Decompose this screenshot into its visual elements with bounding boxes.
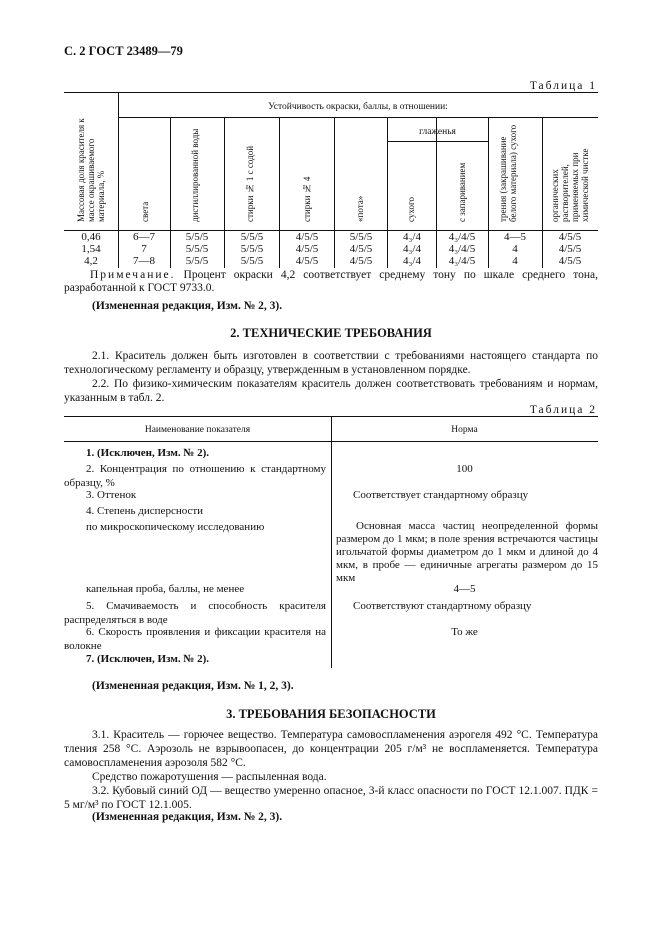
- table1-caption: Таблица 1: [529, 80, 597, 92]
- table1-head-col: стирки № 4: [302, 176, 312, 222]
- table1-cell: 5/5/5: [185, 255, 209, 267]
- table2-caption: Таблица 2: [529, 404, 597, 416]
- table2-row6-name: 6. Скорость проявления и фиксации красителя на волокне: [64, 626, 326, 652]
- table1-head-col: с запариванием: [457, 162, 467, 222]
- table1-cell: 4₃/4/5: [448, 231, 476, 243]
- table1-cell: 5/5/5: [349, 231, 373, 243]
- table1-cell: 4/5/5: [558, 243, 582, 255]
- table1-cell: 1,54: [81, 243, 101, 255]
- table1-head-col: трения (закрашивание белого материала) сухого: [498, 124, 518, 222]
- table1-group-title: Устойчивость окраски, баллы, в отношении:: [268, 102, 448, 112]
- table1-revision: (Измененная редакция, Изм. № 2, 3).: [92, 300, 283, 312]
- table1-head-col: дистиллированной воды: [190, 128, 200, 222]
- table1-cell: 5/5/5: [240, 231, 264, 243]
- table1-cell: 4/5/5: [349, 243, 373, 255]
- table1-cell: 4₃/4: [403, 243, 421, 255]
- table1-cell: 4₃/4: [403, 231, 421, 243]
- table1-cell: 4/5/5: [295, 255, 319, 267]
- table2-row4b-name: капельная проба, баллы, не менее: [86, 583, 245, 595]
- table1-cell: 7—8: [133, 255, 155, 267]
- section2-p1: 2.1. Краситель должен быть изготовлен в соответствии с требованиями настоящего стандарта по технологическому регламенту и образцу, утвержденным в установленном порядке.: [64, 350, 598, 376]
- table1-ironing-title: глаженья: [419, 127, 456, 137]
- table2-row4b-norm: 4—5: [453, 583, 476, 595]
- table1-cell: 4₃/4/5: [448, 255, 476, 267]
- section3-p3: 3.2. Кубовый синий ОД — вещество умеренно опасное, 3-й класс опасности по ГОСТ 12.1.007. ПДК = 5 мг/м³ по ГОСТ 12.1.005.: [64, 785, 598, 811]
- table2-head-norm: Норма: [451, 425, 478, 435]
- table1-cell: 4/5/5: [349, 255, 373, 267]
- note-text: Процент окраски 4,2 соответствует среднему тону по шкале среднего тона, разработанной к ГОСТ 9733.0.: [64, 269, 598, 294]
- table1-head-col: «пота»: [355, 195, 365, 222]
- table1-head-col: сухого: [406, 196, 416, 222]
- table1-cell: 4/5/5: [558, 255, 582, 267]
- table2-head-name: Наименование показателя: [144, 425, 251, 435]
- table2-row2-name: 2. Концентрация по отношению к стандартному образцу, %: [64, 463, 326, 489]
- table2-row2-norm: 100: [456, 463, 473, 475]
- table1-cell: 5/5/5: [185, 243, 209, 255]
- section3-p1: 3.1. Краситель — горючее вещество. Температура самовоспламенения аэрогеля 492 °С. Температура тления 258 °С. Аэрозоль не взрывоопасен, до концентрации 205 г/м³ не воспламеняется. Температура самовоспламенения аэрозоля 582 °С.: [64, 729, 598, 769]
- table1-cell: 4—5: [504, 231, 526, 243]
- table2-row7: 7. (Исключен, Изм. № 2).: [86, 653, 210, 665]
- table1-cell: 4/5/5: [295, 231, 319, 243]
- table1-cell: 4₃/4/5: [448, 243, 476, 255]
- table1-cell: 5/5/5: [240, 243, 264, 255]
- table2-row4-name: 4. Степень дисперсности: [86, 505, 204, 517]
- table2-row3-name: 3. Оттенок: [86, 489, 137, 501]
- table1-cell: 5/5/5: [185, 231, 209, 243]
- table1-cell: 4: [512, 255, 518, 267]
- table2-row3-norm: Соответствует стандартному образцу: [353, 489, 529, 501]
- table1-cell: 4: [512, 243, 518, 255]
- table2-row5-name: 5. Смачиваемость и способность красителя распределяться в воде: [64, 600, 326, 626]
- section3-title: 3. ТРЕБОВАНИЯ БЕЗОПАСНОСТИ: [226, 707, 436, 721]
- table1-cell: 4₃/4: [403, 255, 421, 267]
- table1-cell: 4/5/5: [295, 243, 319, 255]
- table2-row4a-name: по микроскопическому исследованию: [86, 521, 265, 533]
- table1-cell: 0,46: [81, 231, 101, 243]
- table2-revision: (Измененная редакция, Изм. № 1, 2, 3).: [92, 680, 294, 692]
- table2-row1: 1. (Исключен, Изм. № 2).: [86, 447, 210, 459]
- table1-cell: 5/5/5: [240, 255, 264, 267]
- section3-revision: (Измененная редакция, Изм. № 2, 3).: [92, 811, 283, 823]
- note-label: Примечание.: [90, 269, 176, 281]
- table2-row6-norm: То же: [451, 626, 478, 638]
- table1-note: [64, 269, 598, 295]
- table1-head-first: Массовая доля красителя к массе окрашиваемого материала, %: [76, 118, 106, 222]
- table1-cell: 4/5/5: [558, 231, 582, 243]
- table1-head-col: света: [140, 201, 150, 222]
- section3-p2: Средство пожаротушения — распыленная вода.: [92, 771, 327, 783]
- table2-row4a-norm: Основная масса частиц неопределенной формы размером до 1 мкм; в поле зрения встречаются частицы игольчатой формы диаметром до 1 мкм и длиной до 4 мкм, в пробе — единичные агрегаты размером до 15 мкм: [336, 520, 598, 584]
- table1-head-col: органических растворителей, применяемых при химической чистке: [550, 148, 590, 222]
- section2-p2: 2.2. По физико-химическим показателям краситель должен соответствовать требованиям и нормам, указанным в табл. 2.: [64, 378, 598, 404]
- table2-row5-norm: Соответствуют стандартному образцу: [353, 600, 532, 612]
- table1-cell: 6—7: [133, 231, 155, 243]
- table1-cell: 7: [141, 243, 147, 255]
- page-header: С. 2 ГОСТ 23489—79: [64, 44, 183, 58]
- section2-title: 2. ТЕХНИЧЕСКИЕ ТРЕБОВАНИЯ: [230, 326, 432, 340]
- table1-cell: 4,2: [84, 255, 98, 267]
- table1-head-col: стирки № 1 с содой: [245, 145, 255, 222]
